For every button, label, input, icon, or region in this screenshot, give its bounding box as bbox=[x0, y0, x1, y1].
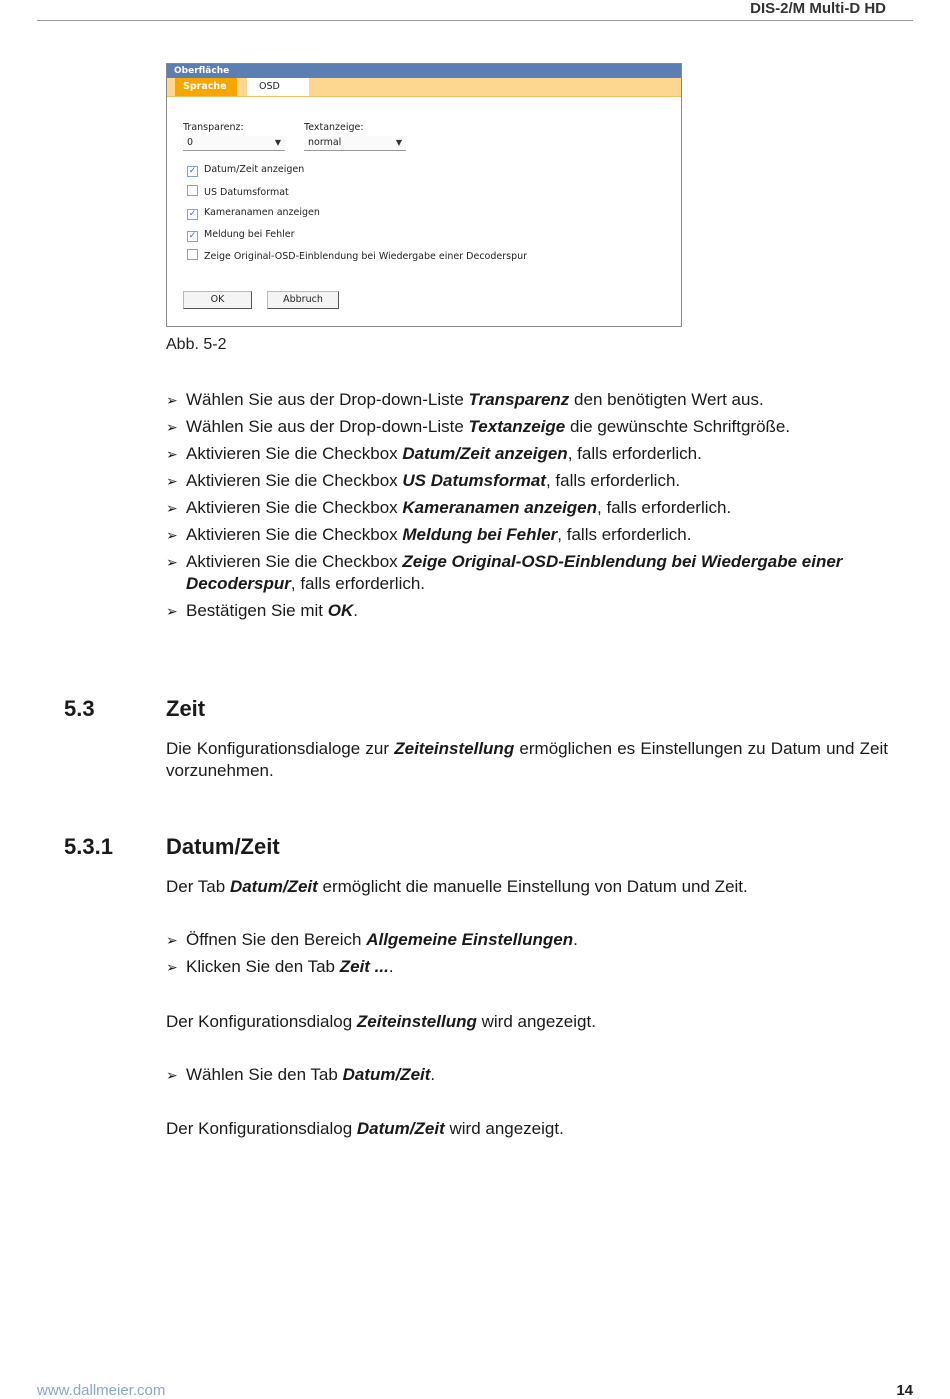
step-list bbox=[166, 389, 888, 627]
footer-url[interactable]: www.dallmeier.com bbox=[37, 1382, 166, 1399]
checkbox-original-osd[interactable] bbox=[187, 249, 198, 260]
checkbox-row[interactable] bbox=[187, 185, 289, 199]
checkbox-row[interactable] bbox=[187, 228, 295, 242]
checkbox-label: Meldung bei Fehler bbox=[204, 229, 295, 240]
result-text: Der Konfigurationsdialog Zeiteinstellung wird angezeigt. bbox=[166, 1012, 596, 1031]
checkbox-row[interactable] bbox=[187, 206, 320, 220]
checkbox-label: Datum/Zeit anzeigen bbox=[204, 164, 305, 175]
subsection-number: 5.3.1 bbox=[64, 834, 113, 859]
transparency-select[interactable] bbox=[183, 136, 285, 151]
tab-sprache[interactable]: Sprache bbox=[175, 78, 237, 96]
checkbox-datum-zeit[interactable]: ✓ bbox=[188, 166, 197, 176]
checkbox-camera-names[interactable]: ✓ bbox=[188, 209, 197, 219]
checkbox-row[interactable] bbox=[187, 249, 527, 263]
list-item: ➢ Aktivieren Sie die Checkbox Meldung bei Fehler, falls erforderlich. bbox=[166, 524, 888, 546]
transparency-label: Transparenz: bbox=[183, 122, 244, 133]
section-number: 5.3 bbox=[64, 696, 95, 721]
list-item: ➢ Aktivieren Sie die Checkbox Datum/Zeit anzeigen, falls erforderlich. bbox=[166, 443, 888, 465]
list-item: ➢ Aktivieren Sie die Checkbox US Datumsformat, falls erforderlich. bbox=[166, 470, 888, 492]
subsection-intro: Der Tab Datum/Zeit ermöglicht die manuelle Einstellung von Datum und Zeit. bbox=[166, 877, 748, 896]
panel-tabbar bbox=[167, 78, 681, 97]
subsection-title: Datum/Zeit bbox=[166, 834, 280, 859]
list-item: ➢ Wählen Sie den Tab Datum/Zeit. bbox=[166, 1064, 888, 1086]
step-list bbox=[166, 1064, 888, 1091]
chevron-down-icon: ▼ bbox=[274, 138, 281, 147]
list-item: ➢ Bestätigen Sie mit OK. bbox=[166, 600, 888, 622]
checkbox-error-message[interactable]: ✓ bbox=[188, 231, 197, 241]
result-text: Der Konfigurationsdialog Datum/Zeit wird angezeigt. bbox=[166, 1119, 564, 1138]
checkbox-label: US Datumsformat bbox=[204, 187, 289, 198]
document-title: DIS-2/M Multi-D HD bbox=[750, 0, 886, 17]
list-item: ➢ Aktivieren Sie die Checkbox Kameranamen anzeigen, falls erforderlich. bbox=[166, 497, 888, 519]
section-intro: Die Konfigurationsdialoge zur Zeiteinstellung ermöglichen es Einstellungen zu Datum und Zeit vorzunehmen. bbox=[166, 739, 888, 780]
osd-settings-screenshot bbox=[166, 63, 682, 327]
ok-button[interactable]: OK bbox=[183, 291, 252, 309]
header-divider bbox=[37, 20, 913, 21]
cancel-button[interactable]: Abbruch bbox=[267, 291, 339, 309]
text-display-select[interactable] bbox=[304, 136, 406, 151]
panel-title: Oberfläche bbox=[167, 64, 681, 78]
list-item: ➢ Aktivieren Sie die Checkbox Zeige Original-OSD-Einblendung bei Wiedergabe einer Decoderspur, falls erforderlich. bbox=[166, 551, 888, 595]
page-number: 14 bbox=[896, 1382, 913, 1399]
list-item: ➢ Wählen Sie aus der Drop-down-Liste Textanzeige die gewünschte Schriftgröße. bbox=[166, 416, 888, 438]
text-display-label: Textanzeige: bbox=[304, 122, 364, 133]
list-item: ➢ Öffnen Sie den Bereich Allgemeine Einstellungen. bbox=[166, 929, 888, 951]
figure-caption: Abb. 5-2 bbox=[166, 336, 227, 353]
checkbox-us-format[interactable] bbox=[187, 185, 198, 196]
list-item: ➢ Klicken Sie den Tab Zeit .... bbox=[166, 956, 888, 978]
checkbox-row[interactable] bbox=[187, 163, 304, 177]
checkbox-label: Kameranamen anzeigen bbox=[204, 207, 320, 218]
list-item: ➢ Wählen Sie aus der Drop-down-Liste Transparenz den benötigten Wert aus. bbox=[166, 389, 888, 411]
text-display-value: normal bbox=[308, 137, 342, 148]
section-title: Zeit bbox=[166, 696, 206, 721]
checkbox-label: Zeige Original-OSD-Einblendung bei Wiedergabe einer Decoderspur bbox=[204, 251, 528, 262]
transparency-value: 0 bbox=[187, 137, 194, 148]
tab-osd[interactable]: OSD bbox=[247, 78, 309, 96]
chevron-down-icon: ▼ bbox=[395, 138, 402, 147]
step-list bbox=[166, 929, 888, 983]
